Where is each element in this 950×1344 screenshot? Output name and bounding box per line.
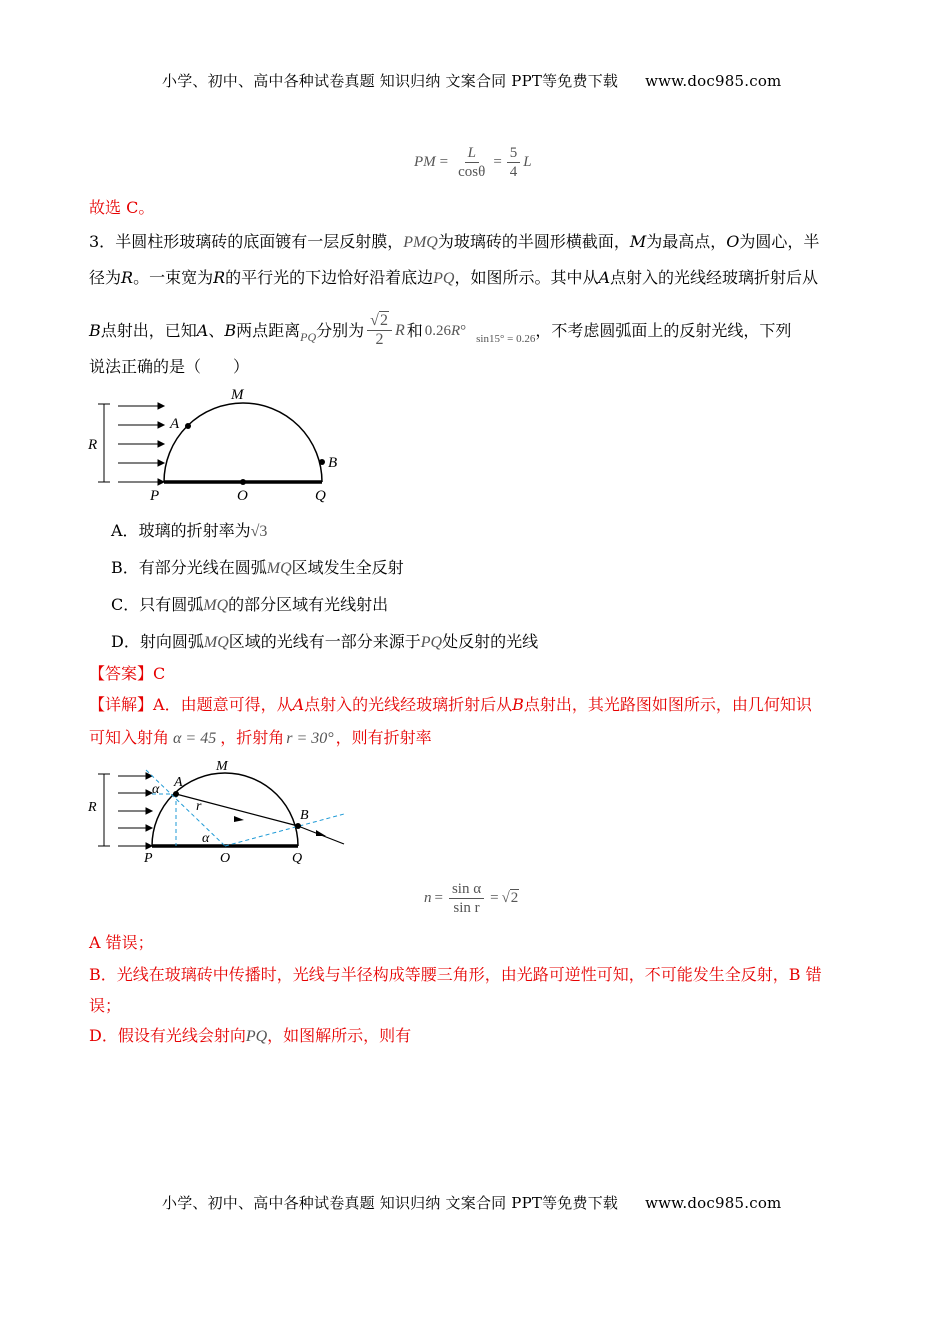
label-b-2: B [300,808,309,823]
header-site[interactable]: www.doc985.com [645,72,782,90]
point-b [319,459,325,465]
question-line-4: 说法正确的是（ ） [89,357,250,376]
point-a-2 [173,791,179,797]
label-q-2: Q [292,851,303,866]
conclusion-a: A 错误； [89,933,154,952]
label-q: Q [315,488,326,504]
figure-2 [86,756,348,868]
label-o-2: O [220,851,231,866]
header-text: 小学、初中、高中各种试卷真题 知识归纳 文案合同 PPT等免费下载 [162,72,619,90]
option-c[interactable]: C．只有圆弧MQ的部分区域有光线射出 [111,595,389,614]
label-a-2: A [174,775,183,790]
formula-pm-num2: 5 [507,144,521,163]
conclusion-d: D．假设有光线会射向PQ，如图解所示，则有 [89,1026,412,1045]
label-m: M [231,387,244,403]
footer-text: 小学、初中、高中各种试卷真题 知识归纳 文案合同 PPT等免费下载 [162,1194,619,1212]
formula-pm-tail: L [523,154,532,170]
formula-pm-eq2: = [493,154,502,170]
explain-line-1: 【详解】A．由题意可得，从A点射入的光线经玻璃折射后从B点射出，其光路图如图所示，由几何知识 [89,695,812,714]
footer-site[interactable]: www.doc985.com [645,1194,782,1212]
label-r-2: R [88,800,97,815]
label-p: P [150,488,160,504]
ray-arrow-2 [316,830,326,836]
conclusion-b-2: 误； [89,996,122,1015]
formula-pm [414,144,532,181]
previous-answer: 故选 C。 [89,198,155,217]
formula-pm-den1: cosθ [458,164,486,180]
formula-pm-den2: 4 [509,164,518,180]
answer-line [89,664,165,684]
question-sqrt-fraction: $\frac{√2}{2}$ [367,312,392,349]
formula-n: n = $\frac{\text{sin α}}{\text{sin r}}$ = √2 [424,881,519,916]
label-a: A [170,416,180,432]
answer-value: C [153,664,166,683]
point-b-2 [295,823,301,829]
page-header [162,70,781,91]
light-arrows-2 [118,773,152,849]
option-d[interactable]: D．射向圆弧MQ区域的光线有一部分来源于PQ处反射的光线 [111,632,539,651]
label-r: R [88,437,98,453]
question-line-2: 径为R。一束宽为R的平行光的下边恰好沿着底边PQ，如图所示。其中从A点射入的光线经玻璃折射后从 [89,268,819,287]
option-a[interactable]: A．玻璃的折射率为√3 [111,521,268,540]
figure-1 [86,384,346,506]
label-b: B [328,455,338,471]
question-line-1: 3．半圆柱形玻璃砖的底面镀有一层反射膜，PMQ为玻璃砖的半圆形横截面，M为最高点，O为圆心，半 [89,232,820,251]
label-r-angle: r [196,799,202,814]
light-arrows [118,403,164,485]
point-o [240,479,246,485]
formula-pm-num1: L [465,144,479,163]
label-p-2: P [144,851,153,866]
page-footer [162,1192,781,1213]
label-o: O [237,488,248,504]
point-a [185,423,191,429]
label-m-2: M [216,759,228,774]
question-line-3: B 点射出，已知 A 、 B 两点距离 PQ 分别为 $\frac{√2}{2}$ R 和 0.26 R ° sin15° = 0.26 ，不考虑圆弧面上的反射光线，下列 [89,312,792,348]
formula-pm-lhs: PM [414,154,436,170]
explain-line-2: 可知入射角 α = 45 ，折射角 r = 30° ，则有折射率 [89,728,432,747]
conclusion-b-1: B．光线在玻璃砖中传播时，光线与半径构成等腰三角形，由光路可逆性可知，不可能发生全反射，B 错 [89,965,822,984]
answer-label: 【答案】 [89,664,154,683]
semicircle-arc [164,403,322,482]
formula-pm-eq: = [439,154,449,170]
ray-arrow [234,816,244,822]
label-alpha-2: α [202,831,210,846]
option-b[interactable]: B．有部分光线在圆弧MQ区域发生全反射 [111,558,404,577]
label-alpha-1: α [152,782,160,797]
